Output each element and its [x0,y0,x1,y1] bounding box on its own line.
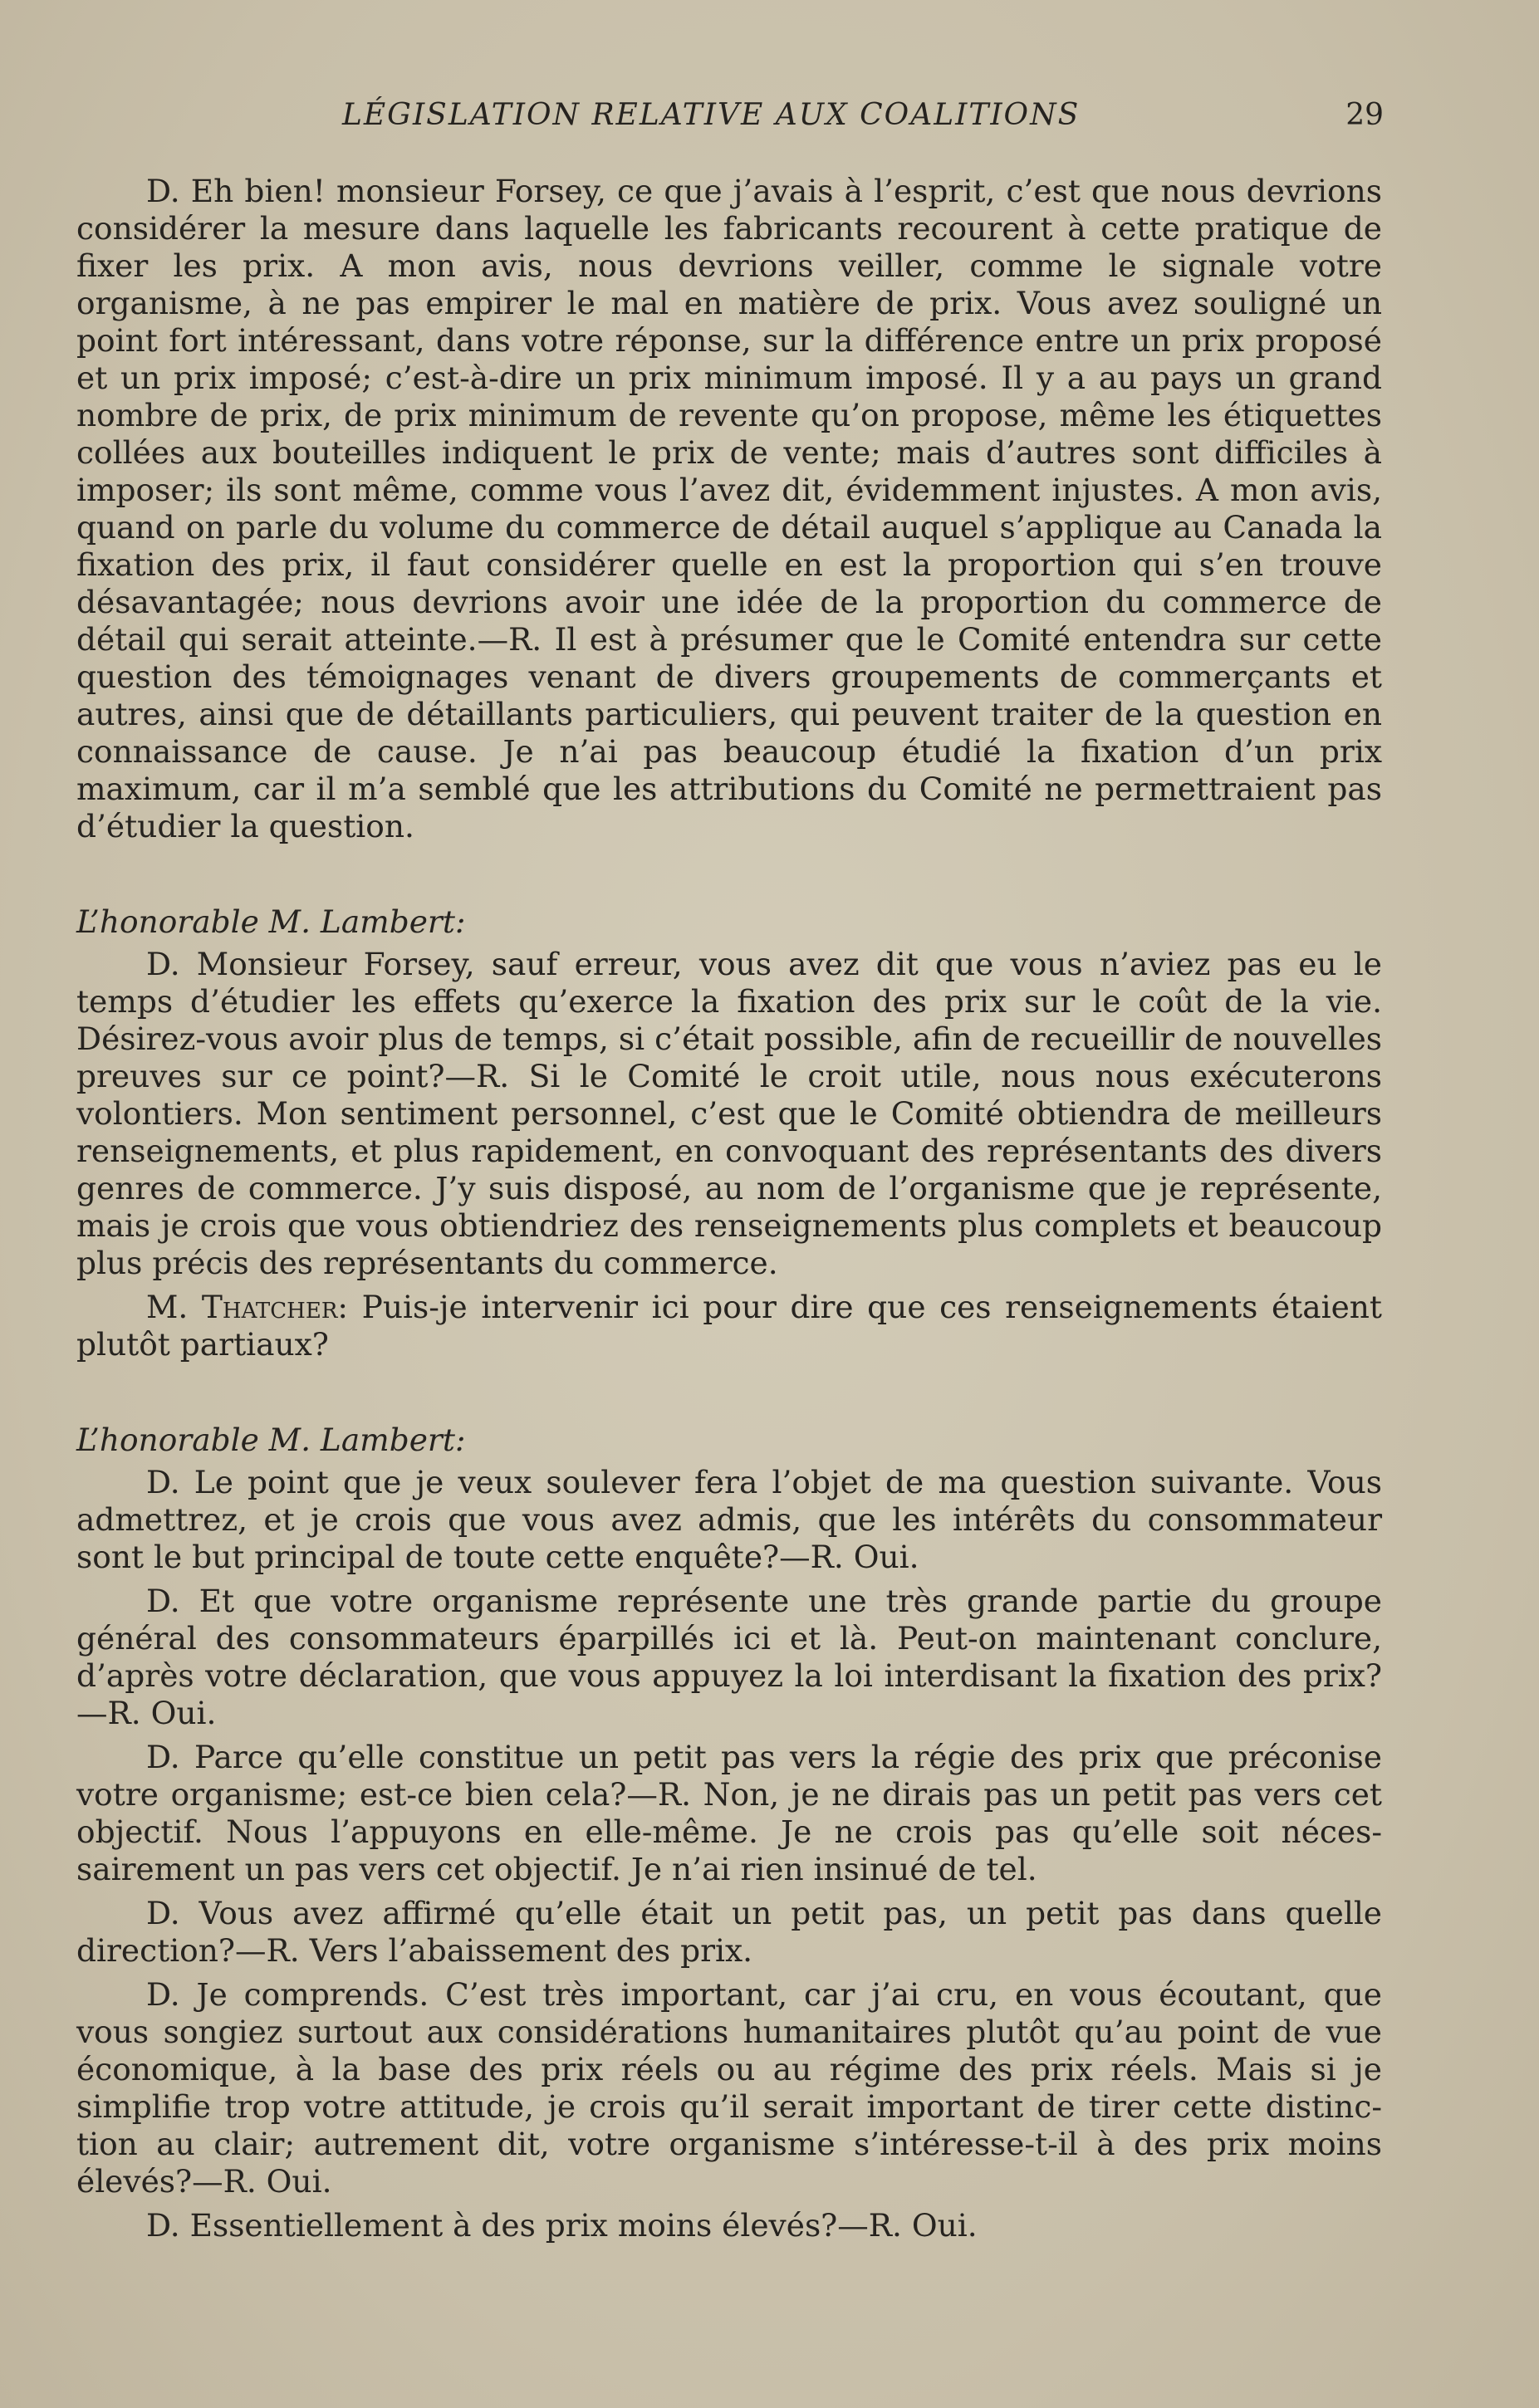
paragraph: D. Essentiellement à des prix moins élevés?—R. Oui. [146,2207,978,2244]
page-body [76,173,1382,2244]
speaker-heading: L’honorable M. Lambert: [76,1422,466,1458]
paragraph: D. Eh bien! monsieur Forsey, ce que j’avais à l’esprit, c’est que nous devrions considérer la mesure dans laquelle les fabricants recourent à cette pratique de fixer les prix. A mon avis, nous devrions veiller, comme le signale votre organisme, à ne pas empirer le mal en matière de prix. Vous avez souligné un point fort intéressant, dans votre réponse, sur la différence entre un prix proposé et un prix imposé; c’est-à-dire un prix minimum imposé. Il y a au pays un grand nombre de prix, de prix minimum de revente qu’on propose, même les étiquettes collées aux bouteilles indiquent le prix de vente; mais d’autres sont difficiles à imposer; ils sont même, comme vous l’avez dit, évidemment injustes. A mon avis, quand on parle du volume du commerce de détail auquel s’applique au Canada la fixation des prix, il faut considérer quelle en est la proportion qui s’en trouve désavantagée; nous devrions avoir une idée de la proportion du commerce de détail qui serait atteinte.—R. Il est à présumer que le Comité entendra sur cette question des témoignages venant de divers groupements de commerçants et autres, ainsi que de détaillants particuliers, qui peuvent traiter de la question en connaissance de cause. Je n’ai pas beaucoup étudié la fixation d’un prix maximum, car il m’a semblé que les attributions du Comité ne permettraient pas d’étudier la question. [76,173,1382,844]
running-title: LÉGISLATION RELATIVE AUX COALITIONS [342,98,1081,132]
paragraph: D. Le point que je veux soulever fera l’objet de ma question suivante. Vous admettrez, et je crois que vous avez admis, que les intérêts du consommateur sont le but principal de toute cette enquête?—R. Oui. [76,1464,1382,1575]
paragraph: D. Vous avez affirmé qu’elle était un petit pas, un petit pas dans quelle direction?—R. Vers l’abaissement des prix. [76,1895,1382,1969]
paragraph: D. Je comprends. C’est très important, car j’ai cru, en vous écoutant, que vous songiez surtout aux considérations humanitaires plutôt qu’au point de vue économique, à la base des prix réels ou au régime des prix réels. Mais si je simplifie trop votre attitude, je crois qu’il serait important de tirer cette distinction au clair; autrement dit, votre organisme s’intéresse-t-il à des prix moins élevés?—R. Oui. [76,1976,1382,2200]
paragraph: D. Parce qu’elle constitue un petit pas vers la régie des prix que préconise votre organisme; est-ce bien cela?—R. Non, je ne dirais pas un petit pas vers cet objectif. Nous l’appuyons en elle-même. Je ne crois pas qu’elle soit nécessairement un pas vers cet objectif. Je n’ai rien insinué de tel. [76,1739,1382,1887]
running-header [80,98,1384,139]
paragraph-text: Puis-je intervenir ici pour dire que ces renseignements étaient plutôt partiaux? [76,1289,1382,1363]
paragraph: D. Et que votre organisme représente une très grande partie du groupe général des consommateurs éparpillés ici et là. Peut-on maintenant conclure, d’après votre déclaration, que vous appuyez la loi interdisant la fixation des prix?—R. Oui. [76,1583,1382,1731]
speaker-name: M. Thatcher: [146,1289,349,1325]
page-number: 29 [1345,98,1384,132]
paragraph: D. Monsieur Forsey, sauf erreur, vous avez dit que vous n’aviez pas eu le temps d’étudier les effets qu’exerce la fixation des prix sur le coût de la vie. Désirez-vous avoir plus de temps, si c’était possible, afin de recueillir de nouvelles preuves sur ce point?—R. Si le Comité le croit utile, nous nous exécuterons volontiers. Mon sentiment personnel, c’est que le Comité obtiendra de meilleurs renseignements, et plus rapidement, en convoquant des représentants des divers genres de commerce. J’y suis disposé, au nom de l’organisme que je représente, mais je crois que vous obtiendriez des renseignements plus complets et beaucoup plus précis des représentants du commerce. [76,946,1382,1281]
paragraph [76,1289,1382,1363]
speaker-heading: L’honorable M. Lambert: [76,903,466,940]
